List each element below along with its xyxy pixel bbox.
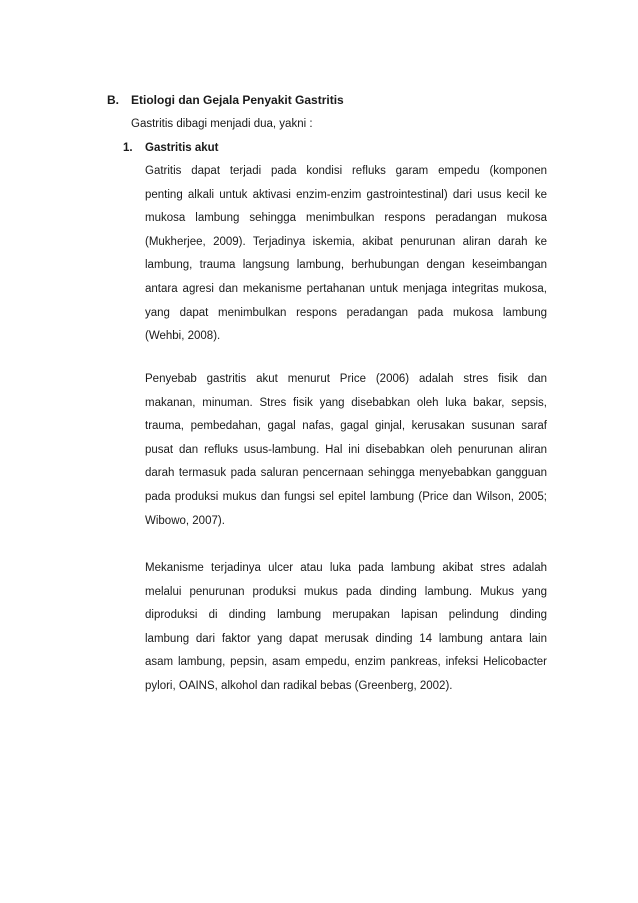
paragraph-line: Mekanisme terjadinya ulcer atau luka pada lambung akibat stres adalah: [145, 562, 547, 574]
paragraph-line: asam lambung, pepsin, asam empedu, enzim pankreas, infeksi Helicobacter: [145, 656, 547, 669]
paragraph-line: pusat dan refluks usus-lambung. Hal ini disebabkan oleh penurunan aliran: [145, 443, 547, 456]
paragraph-line: Gatritis dapat terjadi pada kondisi refluks garam empedu (komponen: [145, 165, 547, 177]
paragraph-line: trauma, pembedahan, gagal nafas, gagal ginjal, kerusakan susunan saraf: [145, 420, 547, 433]
paragraph-line: melalui penurunan produksi mukus pada dinding lambung. Mukus yang: [145, 585, 547, 598]
paragraph-line: (Wehbi, 2008).: [145, 330, 221, 343]
paragraph-line: Wibowo, 2007).: [145, 514, 225, 527]
paragraph-line: Penyebab gastritis akut menurut Price (2006) adalah stres fisik dan: [145, 373, 547, 385]
section-intro: Gastritis dibagi menjadi dua, yakni :: [131, 118, 313, 130]
paragraph-line: yang dapat menimbulkan respons peradangan pada mukosa lambung: [145, 306, 547, 319]
paragraph-line: pylori, OAINS, alkohol dan radikal bebas (Greenberg, 2002).: [145, 679, 453, 692]
paragraph-line: darah termasuk pada saluran pencernaan sehingga menyebabkan gangguan: [145, 467, 547, 480]
subsection-title: Gastritis akut: [145, 142, 219, 154]
section-title: Etiologi dan Gejala Penyakit Gastritis: [131, 93, 344, 107]
section-letter: B.: [107, 93, 119, 107]
paragraph-causes: [145, 368, 547, 533]
paragraph-line: pada produksi mukus dan fungsi sel epitel lambung (Price dan Wilson, 2005;: [145, 490, 547, 503]
paragraph-line: penting alkali untuk aktivasi enzim-enzim gastrointestinal) dari usus kecil ke: [145, 188, 547, 201]
paragraph-line: diproduksi di dinding lambung merupakan lapisan pelindung dinding: [145, 609, 547, 622]
subsection-heading: [123, 142, 219, 154]
paragraph-line: antara agresi dan mekanisme pertahanan untuk menjaga integritas mukosa,: [145, 282, 547, 295]
paragraph-mechanism: [145, 557, 547, 699]
paragraph-line: lambung, trauma langsung lambung, berhubungan dengan keseimbangan: [145, 259, 547, 272]
section-heading: [107, 93, 344, 107]
paragraph-line: (Mukherjee, 2009). Terjadinya iskemia, akibat penurunan aliran darah ke: [145, 235, 547, 248]
subsection-number: 1.: [123, 142, 133, 154]
paragraph-etiology: [145, 160, 547, 349]
paragraph-line: makanan, minuman. Stres fisik yang disebabkan oleh luka bakar, sepsis,: [145, 396, 547, 409]
paragraph-line: lambung dari faktor yang dapat merusak dinding 14 lambung antara lain: [145, 632, 547, 645]
paragraph-line: mukosa lambung sehingga menimbulkan respons peradangan mukosa: [145, 212, 547, 225]
